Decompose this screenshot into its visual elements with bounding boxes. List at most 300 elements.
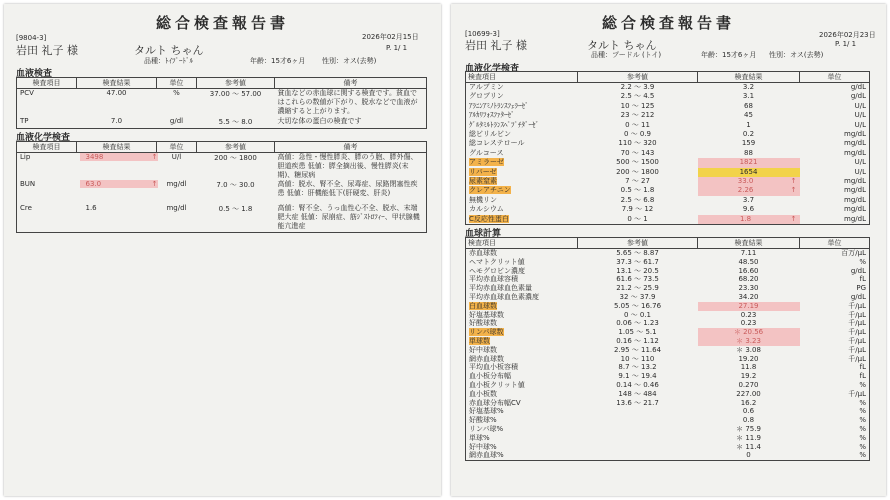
result-cell	[698, 215, 800, 225]
header-result: 検査結果	[77, 142, 157, 153]
table-row	[466, 177, 870, 186]
item-name: 単球%	[469, 433, 490, 442]
reference-range: 0.5 ～ 1.8	[218, 205, 253, 213]
unit: U/L	[854, 111, 866, 120]
item-name: 白血球数	[469, 301, 497, 310]
header-item: 検査項目	[466, 72, 578, 83]
reference-range	[578, 451, 698, 460]
item-name: 単球数	[469, 336, 490, 345]
table-row	[466, 168, 870, 177]
result-value: ＊ 20.56	[733, 328, 764, 337]
sex: 性別：オス(去勢)	[769, 51, 824, 59]
result-cell	[698, 149, 800, 158]
note: 高値：腎不全、うっ血性心不全、脱水、末端肥大症 低値：尿崩症、筋ｼﾞｽﾄﾛﾌｨｰ、甲状腺機能亢進症	[277, 204, 420, 230]
table-row	[17, 117, 427, 129]
unit: mg/dL	[844, 139, 866, 148]
unit: PG	[856, 284, 866, 293]
item-name: リンパ球%	[469, 424, 504, 433]
unit: 千/μL	[848, 328, 866, 337]
item-name: ヘモグロビン濃度	[469, 266, 525, 275]
result-value: 16.2	[740, 398, 757, 407]
reference-range: 110 ～ 320	[618, 139, 657, 148]
report-title: 総合検査報告書	[155, 14, 289, 32]
result-value: 9.6	[742, 205, 755, 214]
table-header-row	[466, 238, 870, 249]
breed: 品種：ﾄｲﾌﾟｰﾄﾞﾙ	[144, 57, 193, 65]
reference-range: 37.00 ～ 57.00	[209, 90, 262, 98]
item-name: アミラーゼ	[469, 158, 504, 167]
result-value: 1821	[739, 158, 758, 167]
table-row	[466, 111, 870, 120]
report-title: 総合検査報告書	[601, 14, 735, 32]
result-value: 3498	[85, 153, 104, 161]
result-value: 3.2	[742, 83, 755, 91]
table-row	[466, 319, 870, 328]
result-cell	[698, 390, 800, 399]
table-row	[466, 215, 870, 225]
cbc-table	[465, 237, 870, 461]
result-value: 7.0	[110, 116, 123, 125]
result-cell	[698, 346, 800, 355]
item-name: 平均赤血球血色素濃度	[469, 292, 539, 301]
table-row	[466, 407, 870, 416]
table-row	[466, 363, 870, 372]
table-row	[466, 149, 870, 158]
result-value: 0.23	[740, 310, 757, 319]
note: 高値：急性・慢性膵炎、膵のう胞、膵外傷、胆道疾患 低値：膵全摘出後、慢性膵炎(末期)、糖尿病	[277, 153, 418, 179]
report-page-left	[4, 4, 441, 496]
unit: U/L	[854, 167, 866, 176]
blood-test-table	[16, 77, 427, 129]
result-cell	[698, 381, 800, 390]
unit: g/dL	[850, 292, 866, 301]
reference-range: 37.3 ～ 61.7	[616, 257, 659, 266]
result-cell	[698, 158, 800, 167]
result-value: 1.6	[85, 204, 97, 212]
unit: %	[859, 442, 866, 451]
reference-range: 0 ～ 0.9	[623, 130, 652, 139]
table-row	[466, 346, 870, 355]
result-value: 19.20	[738, 354, 759, 363]
table-row	[466, 196, 870, 205]
report-id: [9804-3]	[16, 34, 47, 42]
reference-range: 200 ～ 1800	[214, 154, 257, 162]
result-value: 88	[744, 148, 753, 157]
reference-range	[578, 443, 698, 452]
result-value: ＊ 3.23	[736, 336, 761, 345]
table-header-row	[466, 72, 870, 83]
result-cell	[698, 102, 800, 111]
reference-range: 61.6 ～ 73.5	[616, 275, 659, 284]
table-header-row	[17, 78, 427, 89]
header-result: 検査結果	[698, 238, 800, 249]
table-row	[466, 121, 870, 130]
result-value: ＊ 3.08	[736, 345, 761, 354]
item-name: ｱﾙｶﾘﾌｫｽﾌｧﾀｰｾﾞ	[469, 111, 515, 120]
reference-range	[578, 425, 698, 434]
item-name: 赤血球数	[469, 249, 497, 257]
item-name: C反応性蛋白	[469, 214, 509, 223]
result-value: ＊ 11.4	[736, 442, 761, 451]
reference-range	[578, 416, 698, 425]
item-name: カルシウム	[469, 205, 504, 214]
result-value: 16.60	[738, 266, 759, 275]
unit: %	[859, 398, 866, 407]
item-name: PCV	[20, 89, 34, 97]
high-flag-icon: ↑	[790, 214, 797, 223]
unit: %	[859, 257, 866, 266]
reference-range: 0.14 ～ 0.46	[616, 380, 659, 389]
reference-range: 0 ～ 1	[627, 214, 648, 223]
result-cell	[698, 416, 800, 425]
result-cell	[698, 328, 800, 337]
result-value: ＊ 75.9	[736, 424, 761, 433]
result-value: 47.00	[106, 89, 127, 97]
unit: 千/μL	[848, 301, 866, 310]
reference-range: 0.16 ～ 1.12	[616, 336, 659, 345]
unit: mg/dL	[844, 186, 866, 195]
item-name: リパーゼ	[469, 167, 497, 176]
table-row	[466, 337, 870, 346]
section-cbc: 血球計算	[465, 229, 502, 239]
header-unit: 単位	[157, 142, 197, 153]
table-row	[466, 434, 870, 443]
unit: mg/dl	[166, 204, 187, 212]
item-name: グロブリン	[469, 92, 504, 101]
report-page-right	[451, 4, 886, 496]
table-row	[466, 443, 870, 452]
item-name: 好酸球数	[469, 319, 497, 328]
item-name: クレアチニン	[469, 186, 511, 195]
reference-range: 5.65 ～ 8.87	[616, 249, 659, 257]
result-cell	[698, 205, 800, 214]
reference-range: 5.05 ～ 16.76	[613, 301, 662, 310]
reference-range: 9.1 ～ 19.4	[618, 372, 657, 381]
unit: 百万/μL	[841, 249, 866, 257]
unit: 千/μL	[848, 319, 866, 328]
table-row	[466, 390, 870, 399]
blood-chemistry-table	[465, 71, 870, 225]
unit: fL	[859, 372, 866, 381]
header-unit: 単位	[157, 78, 197, 89]
result-value: 1.8	[739, 214, 752, 223]
item-name: 血小板分布幅	[469, 372, 511, 381]
table-row	[466, 425, 870, 434]
reference-range: 1.05 ～ 5.1	[618, 328, 657, 337]
unit: g/dL	[850, 92, 866, 101]
reference-range: 2.95 ～ 11.64	[613, 345, 662, 354]
table-row	[466, 205, 870, 214]
result-value: 0.23	[740, 319, 757, 328]
header-item: 検査項目	[466, 238, 578, 249]
reference-range: 500 ～ 1500	[616, 158, 659, 167]
note: 貧血などの赤血球に関する検査です。貧血ではこれらの数値が下がり、脱水などで血液が濃縮すると上がります。	[277, 89, 418, 115]
result-cell	[77, 153, 157, 181]
result-value: 0.8	[742, 416, 755, 425]
result-cell	[698, 275, 800, 284]
result-cell	[698, 319, 800, 328]
unit: 千/μL	[848, 354, 866, 363]
result-cell	[698, 186, 800, 195]
result-value: 34.20	[738, 292, 759, 301]
reference-range: 2.5 ～ 6.8	[620, 195, 655, 204]
result-cell	[698, 311, 800, 320]
pet-name: タルト ちゃん	[587, 39, 657, 52]
table-row	[466, 372, 870, 381]
item-name: Cre	[20, 204, 32, 212]
item-name: ｸﾞﾙﾀﾐﾙﾄﾗﾝｽﾍﾟﾌﾟﾁﾀﾞｰｾﾞ	[469, 120, 539, 129]
table-row	[466, 275, 870, 284]
item-name: 平均赤血球血色素量	[469, 284, 532, 293]
age: 年齢：15才6ヶ月	[701, 51, 757, 59]
table-row	[17, 153, 427, 181]
table-row	[466, 130, 870, 139]
item-name: Lip	[20, 153, 31, 161]
reference-range: 0 ～ 11	[625, 120, 650, 129]
result-cell	[698, 407, 800, 416]
unit: g/dL	[850, 83, 866, 91]
reference-range: 7.0 ～ 30.0	[216, 181, 255, 189]
header-item: 検査項目	[17, 142, 77, 153]
section-blood-chemistry: 血液化学検査	[16, 133, 71, 143]
page-number: P. 1/ 1	[835, 40, 857, 48]
reference-range: 13.6 ～ 21.7	[616, 398, 659, 407]
header-unit: 単位	[800, 238, 870, 249]
result-value: 159	[741, 139, 756, 148]
result-value: 45	[744, 111, 753, 120]
table-row	[466, 355, 870, 364]
unit: %	[173, 89, 180, 97]
result-cell	[698, 121, 800, 130]
table-row	[466, 328, 870, 337]
item-name: ヘマトクリット値	[469, 257, 525, 266]
unit: mg/dL	[844, 214, 866, 223]
result-value: 11.8	[740, 363, 757, 372]
result-value: 1	[746, 120, 751, 129]
result-cell	[698, 249, 800, 258]
item-name: 平均赤血球容積	[469, 275, 518, 284]
header-note: 備考	[275, 78, 427, 89]
table-header-row	[17, 142, 427, 153]
result-cell	[698, 177, 800, 186]
reference-range: 0 ～ 0.1	[623, 310, 652, 319]
report-date: 2026年02月15日	[362, 33, 419, 41]
table-row	[466, 293, 870, 302]
result-cell	[698, 434, 800, 443]
item-name: 網赤血球数	[469, 354, 504, 363]
owner-name: 岩田 礼子 様	[16, 44, 78, 57]
high-flag-icon: ↑	[151, 153, 158, 161]
sex: 性別：オス(去勢)	[322, 57, 377, 65]
reference-range: 13.1 ～ 20.5	[616, 266, 659, 275]
table-row	[17, 180, 427, 204]
note: 大切な体の蛋白の検査です	[277, 116, 362, 125]
result-cell	[698, 196, 800, 205]
report-id: [10699-3]	[465, 30, 500, 38]
result-value: 0.2	[742, 130, 755, 139]
result-cell	[698, 399, 800, 408]
section-blood-test: 血液検査	[16, 69, 53, 79]
table-row	[17, 89, 427, 117]
table-row	[466, 158, 870, 167]
header-note: 備考	[275, 142, 427, 153]
reference-range: 200 ～ 1800	[616, 167, 659, 176]
result-value: ＊ 11.9	[736, 433, 761, 442]
table-row	[466, 416, 870, 425]
unit: %	[859, 407, 866, 416]
result-cell	[698, 372, 800, 381]
result-cell	[698, 258, 800, 267]
unit: %	[859, 416, 866, 425]
item-name: アルブミン	[469, 83, 504, 91]
result-cell	[698, 302, 800, 311]
item-name: 好中球数	[469, 345, 497, 354]
unit: U/L	[854, 120, 866, 129]
unit: mg/dL	[844, 130, 866, 139]
result-cell	[698, 267, 800, 276]
result-value: 0.6	[742, 407, 755, 416]
result-value: 0.270	[738, 380, 759, 389]
table-row	[466, 267, 870, 276]
result-value: 0	[746, 451, 751, 460]
section-blood-chemistry: 血液化学検査	[465, 64, 520, 74]
report-date: 2026年02月23日	[819, 31, 876, 39]
result-cell	[77, 204, 157, 232]
item-name: 好塩基球%	[469, 407, 504, 416]
reference-range: 32 ～ 37.9	[619, 292, 656, 301]
high-flag-icon: ↑	[790, 186, 797, 195]
item-name: BUN	[20, 180, 36, 188]
item-name: 尿素窒素	[469, 177, 497, 186]
result-cell	[698, 451, 800, 460]
item-name: 血小板クリット値	[469, 380, 525, 389]
item-name: TP	[20, 116, 29, 125]
unit: U/L	[854, 101, 866, 110]
table-row	[466, 258, 870, 267]
high-flag-icon: ↑	[790, 177, 797, 186]
breed: 品種：プードル (トイ)	[591, 51, 662, 59]
table-row	[466, 284, 870, 293]
header-result: 検査結果	[77, 78, 157, 89]
owner-name: 岩田 礼子 様	[465, 39, 527, 52]
result-value: 227.00	[736, 389, 761, 398]
result-cell	[698, 130, 800, 139]
age: 年齢：15才6ヶ月	[250, 57, 306, 65]
result-cell	[698, 443, 800, 452]
result-cell	[698, 293, 800, 302]
unit: %	[859, 433, 866, 442]
table-row	[466, 92, 870, 101]
reference-range	[578, 407, 698, 416]
table-row	[466, 102, 870, 111]
reference-range: 10 ～ 110	[620, 354, 655, 363]
result-value: 68	[744, 101, 753, 110]
unit: U/L	[854, 158, 866, 167]
result-value: 27.19	[738, 301, 759, 310]
unit: 千/μL	[848, 389, 866, 398]
table-row	[466, 399, 870, 408]
pet-name: タルト ちゃん	[134, 44, 204, 57]
reference-range: 2.5 ～ 4.5	[620, 92, 655, 101]
table-row	[466, 249, 870, 258]
result-value: 19.2	[740, 372, 757, 381]
header-item: 検査項目	[17, 78, 77, 89]
unit: fL	[859, 275, 866, 284]
item-name: 好中球%	[469, 442, 497, 451]
unit: U/l	[171, 153, 182, 161]
table-row	[17, 204, 427, 232]
result-value: 23.30	[738, 284, 759, 293]
result-value: 3.7	[742, 195, 755, 204]
result-cell	[698, 111, 800, 120]
reference-range: 7 ～ 27	[625, 177, 650, 186]
reference-range: 5.5 ～ 8.0	[218, 117, 253, 126]
table-row	[466, 83, 870, 93]
result-cell	[698, 83, 800, 93]
item-name: グルコース	[469, 148, 504, 157]
unit: mg/dL	[844, 148, 866, 157]
unit: g/dl	[169, 116, 184, 125]
item-name: 総コレステロール	[469, 139, 525, 148]
item-name: 平均血小板容積	[469, 363, 518, 372]
table-row	[466, 302, 870, 311]
header-unit: 単位	[800, 72, 870, 83]
item-name: 網赤血球%	[469, 451, 504, 460]
result-value: 33.0	[737, 177, 754, 186]
unit: %	[859, 451, 866, 460]
unit: %	[859, 424, 866, 433]
item-name: リンパ球数	[469, 328, 504, 337]
unit: mg/dL	[844, 205, 866, 214]
reference-range: 23 ～ 212	[620, 111, 655, 120]
result-value: 63.0	[85, 180, 102, 188]
result-cell	[698, 139, 800, 148]
reference-range: 8.7 ～ 13.2	[618, 363, 657, 372]
result-value: 3.1	[742, 92, 755, 101]
unit: g/dL	[850, 266, 866, 275]
unit: 千/μL	[848, 336, 866, 345]
header-reference: 参考値	[578, 238, 698, 249]
item-name: 赤血球分布幅CV	[469, 398, 521, 407]
unit: mg/dl	[166, 180, 187, 188]
table-row	[466, 311, 870, 320]
reference-range: 21.2 ～ 25.9	[616, 284, 659, 293]
item-name: 好塩基球数	[469, 310, 504, 319]
table-row	[466, 451, 870, 460]
result-cell	[698, 284, 800, 293]
item-name: 無機リン	[469, 195, 497, 204]
high-flag-icon: ↑	[151, 180, 158, 188]
result-value: 48.50	[738, 257, 759, 266]
result-value: 2.26	[737, 186, 754, 195]
header-reference: 参考値	[197, 78, 275, 89]
result-cell	[698, 355, 800, 364]
header-result: 検査結果	[698, 72, 800, 83]
result-cell	[698, 92, 800, 101]
header-reference: 参考値	[578, 72, 698, 83]
unit: %	[859, 380, 866, 389]
page-number: P. 1/ 1	[386, 44, 408, 52]
result-cell	[698, 363, 800, 372]
result-cell	[698, 337, 800, 346]
item-name: 好酸球%	[469, 416, 497, 425]
result-value: 68.20	[738, 275, 759, 284]
reference-range: 70 ～ 143	[620, 148, 655, 157]
result-cell	[77, 180, 157, 204]
table-row	[466, 381, 870, 390]
result-cell	[698, 168, 800, 177]
reference-range: 2.2 ～ 3.9	[620, 83, 655, 91]
